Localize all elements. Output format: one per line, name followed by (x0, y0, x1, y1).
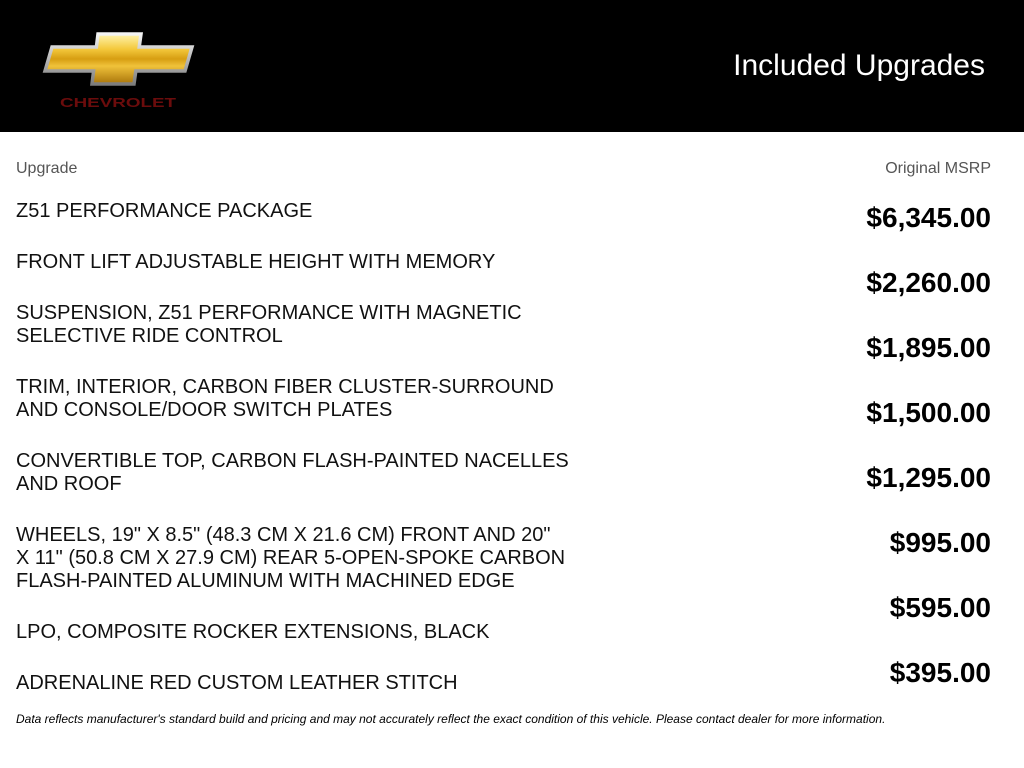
msrp-value: $2,260.00 (866, 267, 991, 298)
upgrade-list (16, 200, 616, 723)
msrp-value: $1,895.00 (866, 332, 991, 363)
upgrade-name-line: ADRENALINE RED CUSTOM LEATHER STITCH (16, 672, 458, 694)
upgrade-name-line: AND ROOF (16, 473, 122, 495)
upgrade-name-line: TRIM, INTERIOR, CARBON FIBER CLUSTER-SURROUND (16, 376, 554, 398)
msrp-value: $6,345.00 (866, 202, 991, 233)
msrp-value: $995.00 (889, 527, 991, 558)
upgrade-item (16, 302, 616, 348)
upgrade-name-line: FLASH-PAINTED ALUMINUM WITH MACHINED EDGE (16, 570, 515, 592)
msrp-list (691, 185, 991, 705)
upgrade-name-line: AND CONSOLE/DOOR SWITCH PLATES (16, 399, 393, 421)
upgrade-name-line: CONVERTIBLE TOP, CARBON FLASH-PAINTED NACELLES (16, 450, 569, 472)
column-header-upgrade: Upgrade (16, 160, 78, 177)
upgrade-name-line: Z51 PERFORMANCE PACKAGE (16, 200, 313, 222)
upgrade-name-line: SELECTIVE RIDE CONTROL (16, 325, 283, 347)
bowtie-shape (45, 34, 192, 84)
logo-wordmark: CHEVROLET (60, 95, 177, 110)
page-title: Included Upgrades (733, 49, 985, 82)
column-header-msrp: Original MSRP (885, 160, 991, 177)
disclaimer-footnote: Data reflects manufacturer's standard build and pricing and may not accurately reflect the exact condition of this vehicle. Please contact dealer for more information. (16, 712, 886, 726)
upgrade-name-line: SUSPENSION, Z51 PERFORMANCE WITH MAGNETIC (16, 302, 522, 324)
upgrade-item (16, 251, 616, 274)
page-header (0, 0, 1024, 132)
upgrade-item (16, 621, 616, 644)
upgrade-item (16, 376, 616, 422)
chevrolet-bowtie-icon (40, 28, 196, 112)
upgrade-item (16, 672, 616, 695)
upgrade-item (16, 524, 616, 593)
msrp-value: $1,500.00 (866, 397, 991, 428)
upgrade-name-line: X 11" (50.8 CM X 27.9 CM) REAR 5-OPEN-SPOKE CARBON (16, 547, 566, 569)
upgrade-item (16, 450, 616, 496)
msrp-value: $595.00 (889, 592, 991, 623)
upgrade-name-line: FRONT LIFT ADJUSTABLE HEIGHT WITH MEMORY (16, 251, 496, 273)
upgrade-item (16, 200, 616, 223)
msrp-value: $395.00 (889, 657, 991, 688)
msrp-value: $1,295.00 (866, 462, 991, 493)
upgrade-name-line: WHEELS, 19" X 8.5" (48.3 CM X 21.6 CM) FRONT AND 20" (16, 524, 551, 546)
upgrade-name-line: LPO, COMPOSITE ROCKER EXTENSIONS, BLACK (16, 621, 490, 643)
